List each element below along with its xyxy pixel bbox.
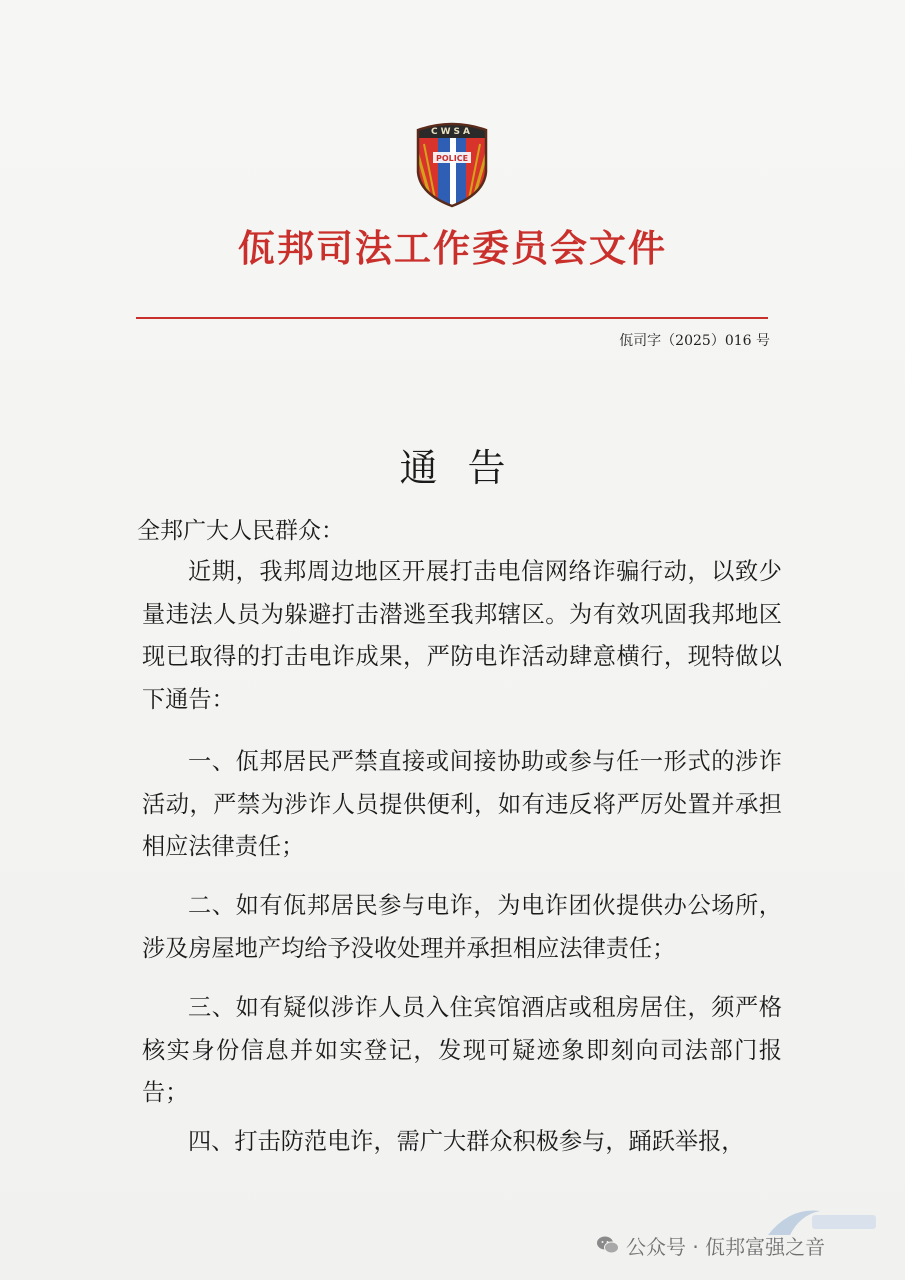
issuing-authority-header: 佤邦司法工作委员会文件 xyxy=(238,226,667,270)
watermark-text: 公众号 · 佤邦富强之音 xyxy=(626,1234,826,1259)
paragraph-item-4: 四、打击防范电诈，需广大群众积极参与，踊跃举报， xyxy=(188,1128,745,1155)
paragraph-intro: 近期，我邦周边地区开展打击电信网络诈骗行动，以致少量违法人员为躲避打击潜逃至我邦辖区。为有效巩固我邦地区现已取得的打击电诈成果，严防电诈活动肆意横行，现特做以下通告： xyxy=(142,558,782,713)
paragraph-item-1: 一、佤邦居民严禁直接或间接协助或参与任一形式的涉诈活动，严禁为涉诈人员提供便利，如有违反将严厉处置并承担相应法律责任； xyxy=(142,748,782,860)
paragraph-item-2: 二、如有佤邦居民参与电诈，为电诈团伙提供办公场所，涉及房屋地产均给予没收处理并承担相应法律责任； xyxy=(142,892,782,962)
wechat-watermark xyxy=(596,1231,825,1259)
document-number: 佤司字（2025）016 号 xyxy=(619,333,770,349)
wechat-icon xyxy=(596,1235,620,1255)
salutation: 全邦广大人民群众： xyxy=(137,518,344,544)
police-emblem xyxy=(412,120,492,208)
header-red-rule xyxy=(136,317,768,319)
notice-title: 通告 xyxy=(399,446,536,490)
paragraph-item-3: 三、如有疑似涉诈人员入住宾馆酒店或租房居住，须严格核实身份信息并如实登记，发现可疑迹象即刻向司法部门报告； xyxy=(142,994,782,1106)
svg-text:POLICE: POLICE xyxy=(435,154,469,163)
svg-text:CWSA: CWSA xyxy=(431,127,473,137)
